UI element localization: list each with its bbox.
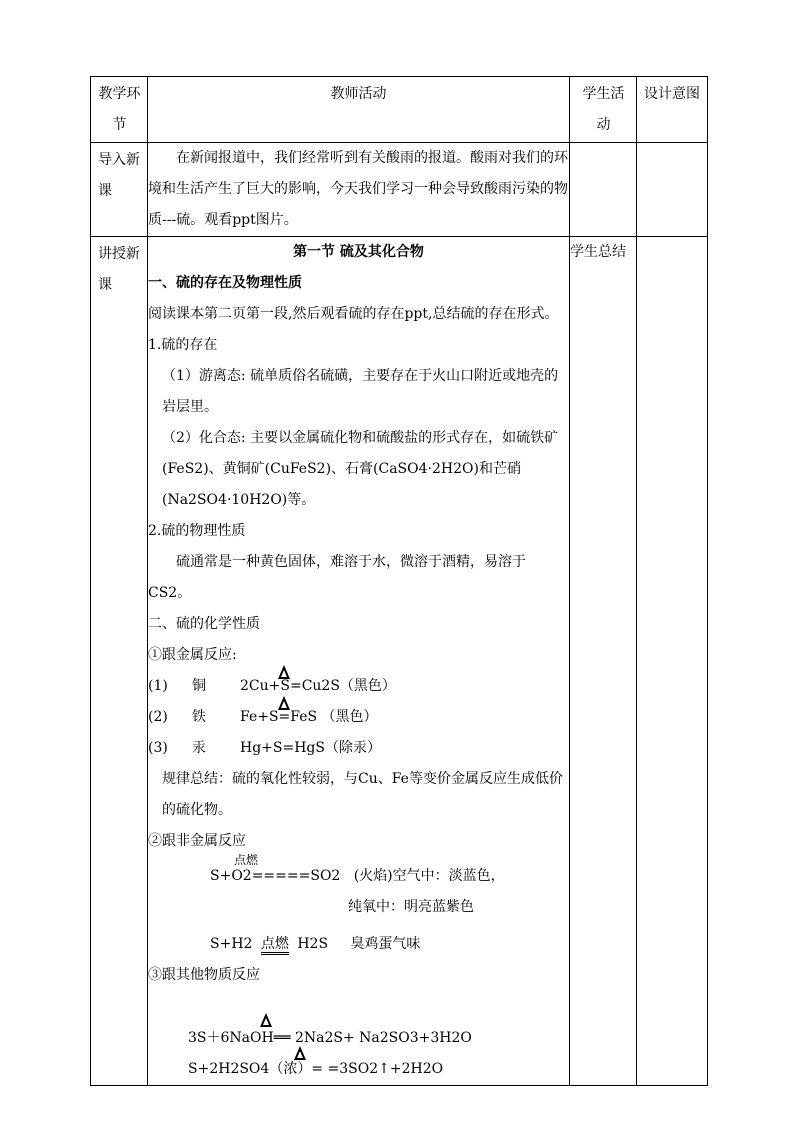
combined-state: （2）化合态: 主要以金属硫化物和硫酸盐的形式存在，如硫铁矿(FeS2)、黄铜矿(CuFeS2)、石膏(CaSO4·2H2O)和芒硝(Na2SO4·10H2O)等。 xyxy=(162,430,559,508)
heat-triangle-icon xyxy=(278,696,290,710)
header-intent: 设计意图 xyxy=(637,77,708,143)
metal-reaction: ①跟金属反应: xyxy=(148,647,237,663)
lecture-label: 讲授新课 xyxy=(91,237,148,1086)
lesson-plan-table xyxy=(90,76,708,1086)
header-row xyxy=(91,77,708,143)
intro-label: 导入新课 xyxy=(91,143,148,237)
reaction-o2-note: 纯氧中：明亮蓝紫色 xyxy=(348,899,474,915)
heat-triangle-icon xyxy=(294,1046,306,1060)
rule-summary: 规律总结：硫的氧化性较弱，与Cu、Fe等变价金属反应生成低价的硫化物。 xyxy=(162,771,563,818)
reaction-hg: (3) 汞 Hg+S=HgS（除汞） xyxy=(148,740,381,756)
reaction-naoh: 3S＋6NaOH══ 2Na2S+ Na2SO3+3H2O xyxy=(148,1023,569,1054)
reaction-h2so4: S+2H2SO4（浓）= =3SO2↑+2H2O xyxy=(148,1054,569,1085)
heat-triangle-icon xyxy=(278,665,290,679)
lecture-row xyxy=(91,237,708,1086)
heat-triangle-icon xyxy=(260,1013,272,1027)
intro-intent xyxy=(637,143,708,237)
heading-existence: 一、硫的存在及物理性质 xyxy=(148,275,302,291)
lecture-content xyxy=(148,237,570,1086)
header-teacher: 教师活动 xyxy=(148,77,570,143)
lecture-intent xyxy=(637,237,708,1086)
nonmetal-reaction: ②跟非金属反应 xyxy=(148,833,246,849)
header-student: 学生活动 xyxy=(570,77,637,143)
reaction-h2: S+H2 点燃 H2S 臭鸡蛋气味 xyxy=(148,929,569,960)
intro-row xyxy=(91,143,708,237)
reaction-fe: (2) 铁 Fe+S=FeS （黑色） xyxy=(148,702,569,733)
section-title: 第一节 硫及其化合物 xyxy=(293,244,424,260)
intro-student xyxy=(570,143,637,237)
other-reaction: ③跟其他物质反应 xyxy=(148,967,260,983)
free-state: （1）游离态: 硫单质俗名硫磺，主要存在于火山口附近或地壳的岩层里。 xyxy=(162,368,559,415)
reading-task: 阅读课本第二页第一段,然后观看硫的存在ppt,总结硫的存在形式。 xyxy=(148,306,559,322)
lecture-student: 学生总结 xyxy=(570,237,637,1086)
reaction-cu: (1) 铜 2Cu+S=Cu2S（黑色） xyxy=(148,671,569,702)
heading-chemical: 二、硫的化学性质 xyxy=(148,616,260,632)
heading-2: 2.硫的物理性质 xyxy=(148,523,246,539)
intro-text: 在新闻报道中，我们经常听到有关酸雨的报道。酸雨对我们的环境和生活产生了巨大的影响，今天我们学习一种会导致酸雨污染的物质---硫。观看ppt图片。 xyxy=(148,143,570,237)
reaction-o2: 点燃 S+O2=====SO2 (火焰)空气中：淡蓝色， xyxy=(210,853,505,884)
heading-1: 1.硫的存在 xyxy=(148,337,218,353)
header-stage: 教学环节 xyxy=(91,77,148,143)
physical-properties: 硫通常是一种黄色固体，难溶于水，微溶于酒精，易溶于CS2。 xyxy=(148,554,526,601)
